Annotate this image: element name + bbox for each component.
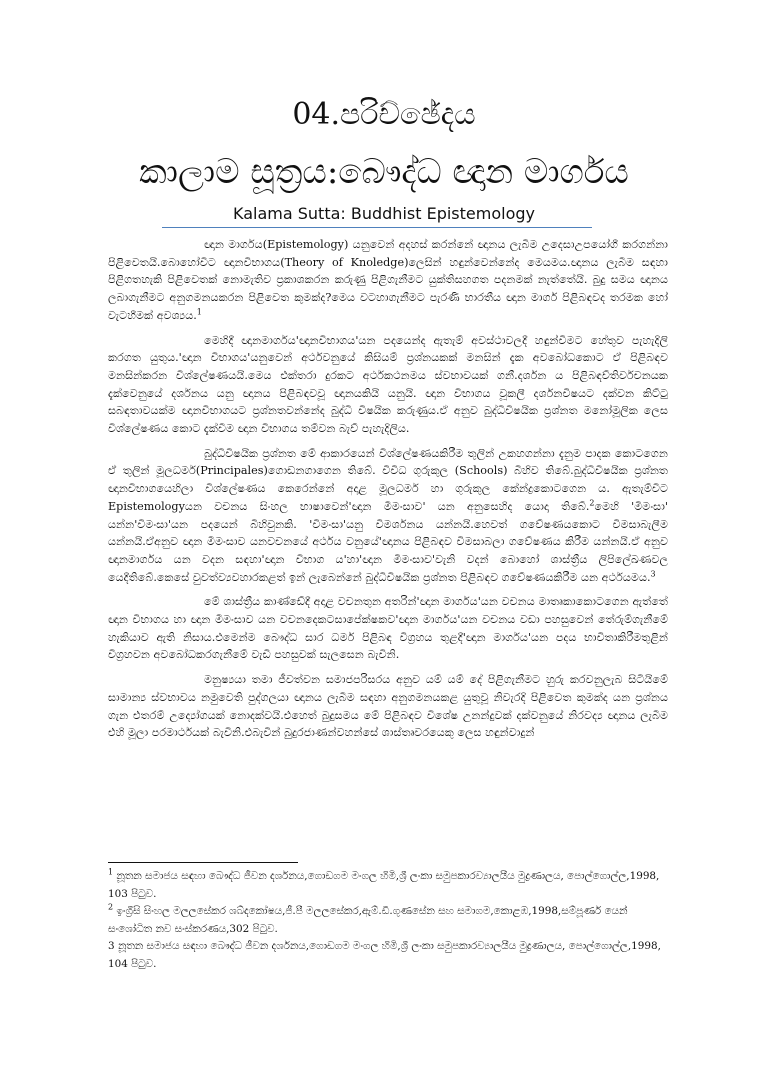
body-text xyxy=(108,236,668,749)
footnote-ref[interactable]: 1 xyxy=(196,307,202,317)
footnote-item xyxy=(108,868,668,903)
paragraph-text: මනුෂ්‍යයා තමා ජීවත්වන සමාජපරිසරය අනුව යම් යම් දේ පිළිගැනීමට හුරු කරවනුලැබ සිටියිමේ සාමාන්‍ය ස්වභාවය නමුවෙති පුද්ගලයා ඥානය ලැබීම සඳහා අනුගමනයකළ යුතුවූ නිවැරදි පිළිවෙත කුමක්ද යන ප්‍රශ්නය ගැන එතරම් උද්‍යෝගයක් නොදක්වයි.එහෙත් බුදුසමය මේ පිළිබඳව විශේෂ උනන්දුවක් දක්වනුයේ නිරවද්‍ය ඥානය ලැබීම එහි මූලා පරමාර්ථයක් බැවිනි.එබැවින් බුදුරජාණන්වහන්සේ ශාස්තෘවරයෙකු ලෙස හඳුන්වාදුන් xyxy=(108,673,668,740)
paragraph xyxy=(108,236,668,325)
footnotes xyxy=(108,868,668,973)
footnote-number: 3 xyxy=(108,940,115,952)
footnote-divider xyxy=(108,862,298,863)
footnote-item xyxy=(108,903,668,938)
title-divider xyxy=(162,227,592,228)
footnote-ref[interactable]: 3 xyxy=(650,568,656,578)
footnote-text: නූතන සමාජය සඳහා බෞද්ධ ජීවන දර්ශනය,ගොඩගම මංගල හිමි,ශ්‍රී ලංකා සමුපකාරව්‍යාලයීය මුද්‍රණාලය, පොල්ගොල්ල,1998, 103 පිටුව. xyxy=(108,870,660,900)
footnote-number: 1 xyxy=(108,867,114,877)
paragraph-text: මෙහිදී ඥානමාර්ගය'ඥානවිභාගය'යන පදයෙන්ද ඇතැම් අවස්ථාවලදී හඳුන්වීමට හේතුව පැහැදිලි කරගත යුතුය.'ඥාන විභාගය'යනුවෙන් අර්ථවනුයේ කිසියම් ප්‍රශ්නයකක් මනසින් දැක අවබෝධකොට ඒ පිළිබඳව මනසින්කරන විශ්ලේෂණයයි.මෙය එක්තරා දුරකට අර්ථකථනමය ස්වභාවයක් ගනී.දර්ශන ය පිළිබඳව්තිර්වචනයක දැක්වෙනුයේ දර්ශනය යනු ඥානය පිළිබඳවවූ ඥානයකියි යනුයි. ඥාන විභාගය වූකලී දර්ශනවිෂයට දක්වන කිට්ටු සබඳතාවයක්ම ඥානවිභාගයට ප්‍රශ්නතවන්නේද බුද්ධි විෂයික කරුණුය.ඒ අනුව බුද්ධිවිෂයික ප්‍රශ්නත මනෝමූලික ලෙස විශ්ලේෂණය කොට දැක්වීම ඥාන විභාගය තම්වන බැව් පැහැදිලිය. xyxy=(108,333,668,436)
paragraph xyxy=(108,332,668,438)
paragraph-text: ඥාන මාර්ගය(Epistemology) යනුවෙන් අදහස් කරන්නේ ඥානය ලැබීම උදෙසාඋපයෝගී කරගන්නා පිළිවෙතයි.බොහෝවිට ඥානවිභාගය(Theory of Knoledge)ලෙසින් හඳුන්වෙන්නේද මෙයමය.ඥානය ලැබීම සඳහා පිළිගතහැකි පිළිවෙතක් නොමැතිව ප්‍රකාශකරන කරුණු පිළිගැනීමට යුක්තිසහගත පදනමක් නැත්තේයි. බුදු සමය ඥානය ලබාගැනීමට අනුගමනයකරන පිළිවෙත කුමක්ද?මෙය වටහාගැනීමට පැරණි භාරතීය ඥාන මාර්ග පිළිබඳවද තරමක හෝ වැටහීමක් අවශ්‍යය. xyxy=(108,238,668,322)
paragraph-text: බුද්ධිවිෂයික ප්‍රශ්නත මේ ආකාරයෙන් විශ්ලේෂණයකිරීම තුලින් උකහගන්නා දැනුම පාදක කොටගෙන ඒ තුලින් මූලධර්ම(Principales)ගොඩනගාගෙන තිබේ. විවිධ ගුරුකුල (Schools) බිහිව තිබේ.බුද්ධිවිෂයික ප්‍රශ්නත ඥානවිභාගයෙහිලා විශ්ලේෂණය කෙරෙන්නේ අදාළ මූලධර්ම හා ගුරුකුල කේන්ද්‍රකොටගෙන ය. ඇතැම්විට Epistemologyයන වචනය සිංහල භාෂාවෙන්'ඥාන මීමංසාව' යන අනුසෙහිද යොදා තිබේ. xyxy=(108,446,668,513)
paragraph xyxy=(108,593,668,664)
footnote-text: ඉංග්‍රීසි සිංහල මලලසේකර ශබ්දකෝෂය,ජී.පී මලලසේකර,ඇම්.ඩී.ගුණසේන සහ සමාගම,කොළඹ,1998,සම්පූර්ණ යෙන් සංශෝධිත නව සංස්කරණය,302 පිටුව. xyxy=(108,905,628,935)
footnote-text: නූතන සමාජය සඳහා බෞද්ධ ජීවන දර්ශනය,ගොඩගම මංගල හිමි,ශ්‍රී ලංකා සමුපකාරව්‍යාලයීය මුද්‍රණාලය, පොල්ගොල්ල,1998, 104 පිටුව. xyxy=(108,940,661,970)
paragraph xyxy=(108,445,668,587)
page-subtitle: Kalama Sutta: Buddhist Epistemology xyxy=(233,204,535,223)
footnote-item xyxy=(108,938,668,973)
paragraph-text: මේ ශාස්ත්‍රීය කාණ්ඩේදී අදාළ වචනතුන අතරින්'ඥාන මාර්ගය'යන වචනය මාතෘකාකොටගෙන ඇත්තේ ඥාන විභාගය හා ඥාන මීමංසාව යන වචනදෙකටසාපේක්ෂකව'ඥාන මාර්ගය'යන වචනය වඩා පහසුවෙන් තේරුම්ගැනීමේ හැකියාව ඇති නිසාය.එමෙන්ම බෞද්ධ සාර ධර්ම පිළිබඳ විග්‍රහය තුළදී'ඥාන මාර්ගය'යන පදය භාවිතාකිරීමතුළින් විග්‍රහවන අවබෝධකරගැනීමේ වැඩි පහසුවක් සැලසෙන බැවිනි. xyxy=(108,595,668,662)
page-title: කාලාම සූත්‍රය:බෞද්ධ ඥාන මාර්ගය xyxy=(139,152,629,192)
paragraph xyxy=(108,671,668,742)
chapter-heading: 04.පරිච්ඡේදය xyxy=(292,97,476,132)
footnote-number: 2 xyxy=(108,902,114,912)
paragraph-text-continued: මෙහි 'මීමංසා' යන්න'විමංසා'යන පදයෙන් බිහිවුනකි. 'විමංසා'යනු විමර්ශනය යන්නයි.හෙවත් ගවේෂණයකොට විමසාබැලීම යන්නයි.ඒඅනුව ඥාන මීමංසාව යනවචනයේ අර්ථය වනුයේ'ඥානය පිළිබඳව විමසාබලා ගවේෂණය කිරීම යන්නයි.ඒ අනුව ඥානමාර්ගය යන වදන සඳහා'ඥාන විභාග ය'හා'ඥාන මීමංසාව'වැනි වදන් බොහෝ ශාස්ත්‍රීය ලිපිලේඛණවල යෙදීතිබේ.කෙසේ වුවත්ව්‍යවහාරකළත් ඉන් ලැබෙන්නේ බුද්ධිවිෂයික ප්‍රශ්නත පිළිබඳව ගවේෂණයකිරීම යන අර්ථයමය. xyxy=(108,499,668,584)
footnote-ref[interactable]: 2 xyxy=(589,498,595,508)
